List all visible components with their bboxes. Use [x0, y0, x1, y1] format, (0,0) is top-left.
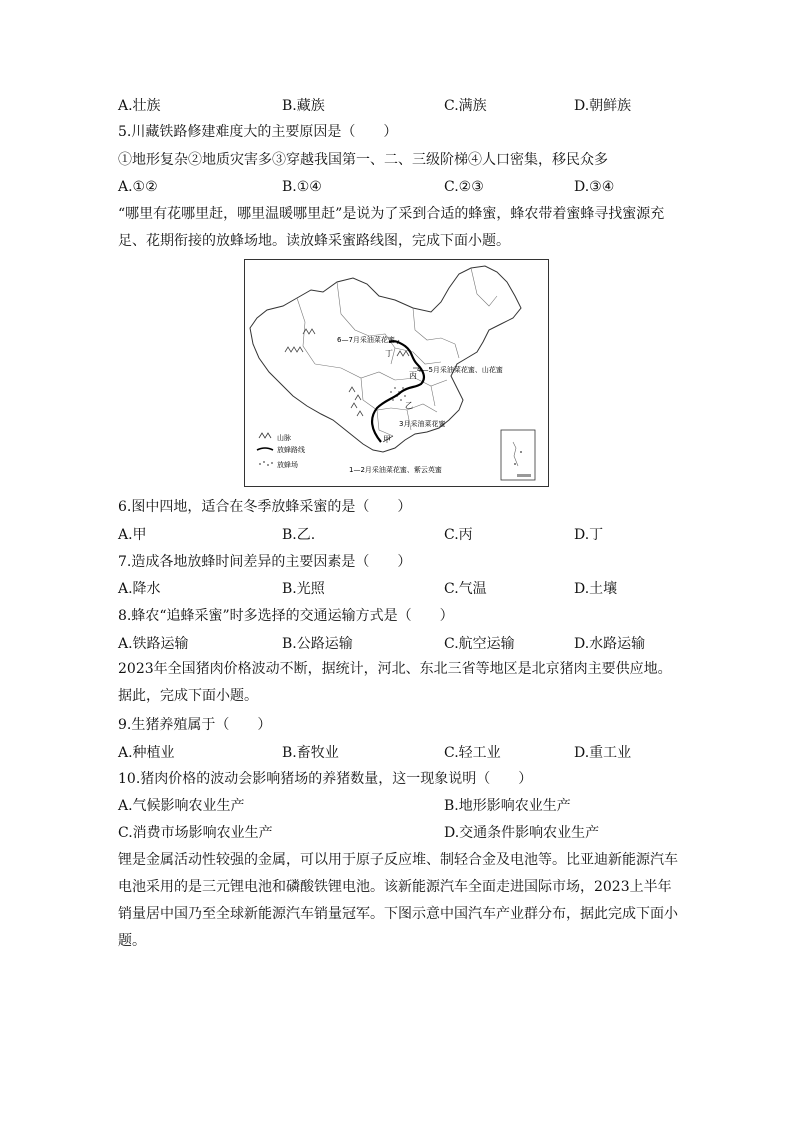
q7-option-b[interactable]: B.光照: [282, 581, 325, 597]
mountain-icon: [259, 433, 271, 438]
label-jia-route: 1—2月采油菜花蜜、紫云英蜜: [349, 466, 442, 474]
q9-option-c[interactable]: C.轻工业: [444, 745, 501, 761]
q6-option-b[interactable]: B.乙.: [282, 527, 316, 543]
q6-option-c[interactable]: C.丙: [444, 527, 473, 543]
q8-option-a[interactable]: A.铁路运输: [118, 636, 189, 652]
q6-stem: 6.图中四地，适合在冬季放蜂采蜜的是（ ）: [118, 499, 412, 515]
q4-option-c[interactable]: C.满族: [444, 98, 487, 114]
label-yi-route: 3月采油菜花蜜: [399, 420, 446, 428]
label-yi: 乙: [405, 401, 413, 410]
q5-option-d[interactable]: D.③④: [574, 179, 615, 195]
q9-stem: 9.生猪养殖属于（ ）: [118, 717, 272, 733]
apiary-icon: [259, 461, 273, 466]
q10-option-b[interactable]: B.地形影响农业生产: [444, 798, 571, 814]
route-icon: [257, 448, 273, 450]
passage-bee-keeping: “哪里有花哪里赶，哪里温暖哪里赶”是说为了采到合适的蜂蜜，蜂农带着蜜蜂寻找蜜源充足、花期衔接的放蜂场地。读放蜂采蜜路线图，完成下面小题。: [118, 206, 665, 249]
label-jia: 甲: [383, 435, 391, 444]
q10-option-c[interactable]: C.消费市场影响农业生产: [118, 825, 273, 841]
q5-stem: 5.川藏铁路修建难度大的主要原因是（ ）: [118, 124, 398, 140]
passage-lithium-battery: 锂是金属活动性较强的金属，可以用于原子反应堆、制轻合金及电池等。比亚迪新能源汽车电池采用的是三元锂电池和磷酸铁锂电池。该新能源汽车全面走进国际市场，2023上半年销量居中国乃至全球新能源汽车销量冠军。下图示意中国汽车产业群分布，据此完成下面小题。: [118, 852, 678, 949]
label-ding-route: 6—7月采油菜花蜜: [337, 336, 395, 344]
q8-option-d[interactable]: D.水路运输: [574, 636, 646, 652]
q4-option-b[interactable]: B.藏族: [282, 98, 325, 114]
label-bing: 丙: [409, 371, 417, 380]
q9-option-a[interactable]: A.种植业: [118, 745, 175, 761]
q10-option-d[interactable]: D.交通条件影响农业生产: [444, 825, 600, 841]
q10-stem: 10.猪肉价格的波动会影响猪场的养猪数量，这一现象说明（ ）: [118, 771, 533, 787]
q8-option-c[interactable]: C.航空运输: [444, 636, 515, 652]
bee-route-map: [244, 259, 549, 487]
q4-option-d[interactable]: D.朝鲜族: [574, 98, 632, 114]
q7-stem: 7.造成各地放蜂时间差异的主要因素是（ ）: [118, 554, 412, 570]
q7-option-c[interactable]: C.气温: [444, 581, 487, 597]
legend-apiary: 放蜂场: [277, 461, 298, 469]
label-bing-route: 4—5月采油菜花蜜、山花蜜: [417, 366, 503, 374]
south-sea-inset: [501, 430, 535, 480]
q10-option-a[interactable]: A.气候影响农业生产: [118, 798, 245, 814]
q8-option-b[interactable]: B.公路运输: [282, 636, 353, 652]
q9-option-b[interactable]: B.畜牧业: [282, 745, 339, 761]
q7-option-a[interactable]: A.降水: [118, 581, 161, 597]
q4-option-a[interactable]: A.壮族: [118, 98, 161, 114]
q9-option-d[interactable]: D.重工业: [574, 745, 632, 761]
china-outline: [250, 266, 521, 452]
map-legend: [257, 433, 305, 469]
label-ding: 丁: [385, 349, 393, 358]
q5-statement: ①地形复杂②地质灾害多③穿越我国第一、二、三级阶梯④人口密集，移民众多: [118, 152, 608, 168]
q5-option-a[interactable]: A.①②: [118, 179, 158, 195]
q6-option-d[interactable]: D.丁: [574, 527, 604, 543]
legend-mountain: 山脉: [277, 434, 291, 442]
q8-stem: 8.蜂农“追蜂采蜜”时多选择的交通运输方式是（ ）: [118, 608, 454, 624]
q6-option-a[interactable]: A.甲: [118, 527, 147, 543]
q7-option-d[interactable]: D.土壤: [574, 581, 618, 597]
q5-option-b[interactable]: B.①④: [282, 179, 322, 195]
q5-option-c[interactable]: C.②③: [444, 179, 484, 195]
passage-pork-price: 2023年全国猪肉价格波动不断，据统计，河北、东北三省等地区是北京猪肉主要供应地。据此，完成下面小题。: [118, 661, 672, 704]
map-svg: [245, 260, 548, 486]
legend-route: 放蜂路线: [277, 446, 305, 454]
